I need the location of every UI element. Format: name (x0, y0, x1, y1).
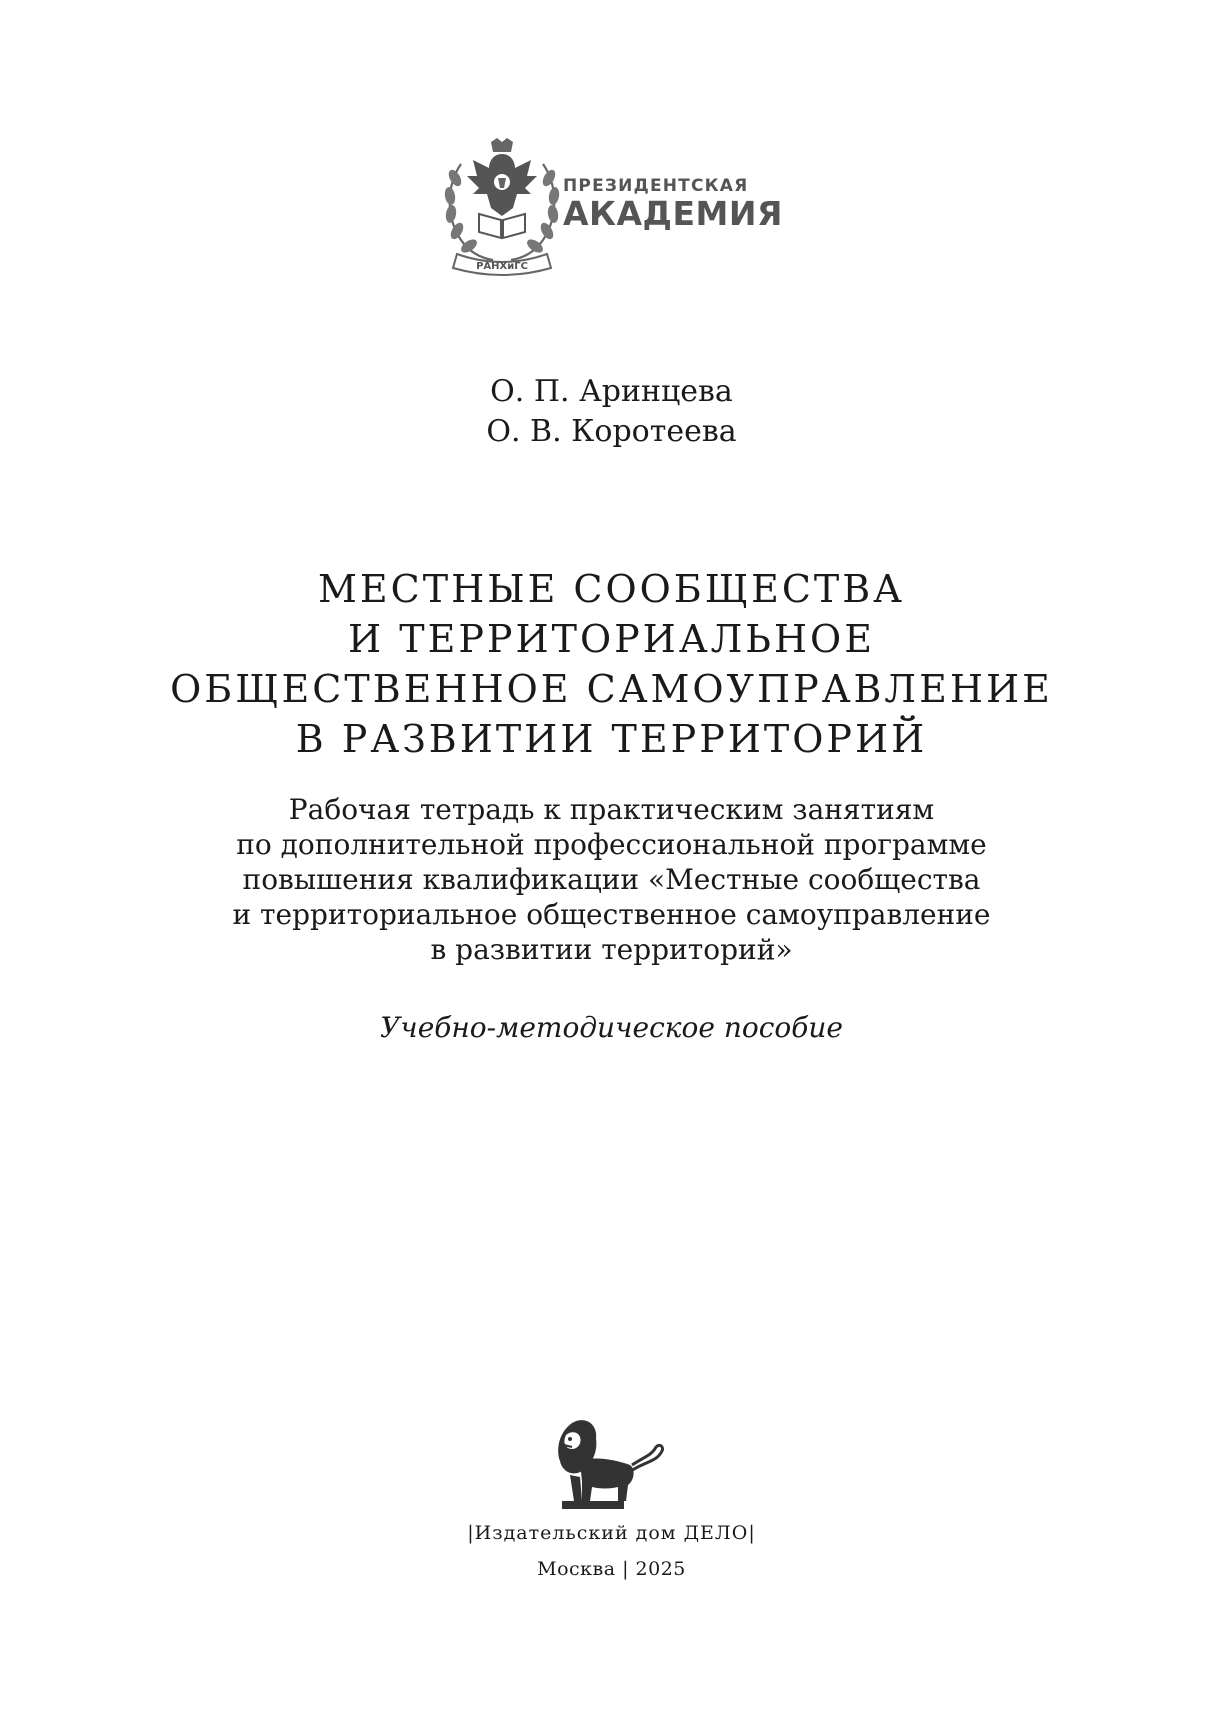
author-1: О. П. Аринцева (490, 374, 733, 409)
author-2: О. В. Коротеева (486, 414, 737, 449)
title-line-3: ОБЩЕСТВЕННОЕ САМОУПРАВЛЕНИЕ (170, 667, 1053, 711)
academy-emblem-icon (443, 136, 561, 278)
authors (0, 372, 1223, 452)
book-subtitle (0, 792, 1223, 967)
title-line-1: МЕСТНЫЕ СООБЩЕСТВА (318, 567, 905, 611)
logo-wordmark (563, 176, 783, 232)
logo-line-1: ПРЕЗИДЕНТСКАЯ (563, 176, 749, 196)
subtitle-line-5: в развитии территорий» (430, 933, 793, 966)
subtitle-line-4: и территориальное общественное самоуправление (232, 898, 991, 931)
book-title (0, 564, 1223, 764)
lion-icon (552, 1415, 668, 1513)
svg-text:РАНХиГС: РАНХиГС (476, 261, 528, 272)
subtitle-line-3: повышения квалификации «Местные сообщества (242, 863, 981, 896)
publisher-logo (443, 136, 783, 278)
subtitle-line-2: по дополнительной профессиональной программе (236, 828, 987, 861)
logo-line-2: АКАДЕМИЯ (563, 194, 783, 233)
title-line-4: В РАЗВИТИИ ТЕРРИТОРИЙ (295, 717, 928, 761)
publisher-name: |Издательский дом ДЕЛО| (467, 1522, 756, 1544)
subtitle-line-1: Рабочая тетрадь к практическим занятиям (288, 793, 935, 826)
title-line-2: И ТЕРРИТОРИАЛЬНОЕ (348, 617, 875, 661)
publication-city-year: Москва | 2025 (537, 1558, 686, 1580)
book-genre: Учебно-методическое пособие (380, 1011, 843, 1044)
